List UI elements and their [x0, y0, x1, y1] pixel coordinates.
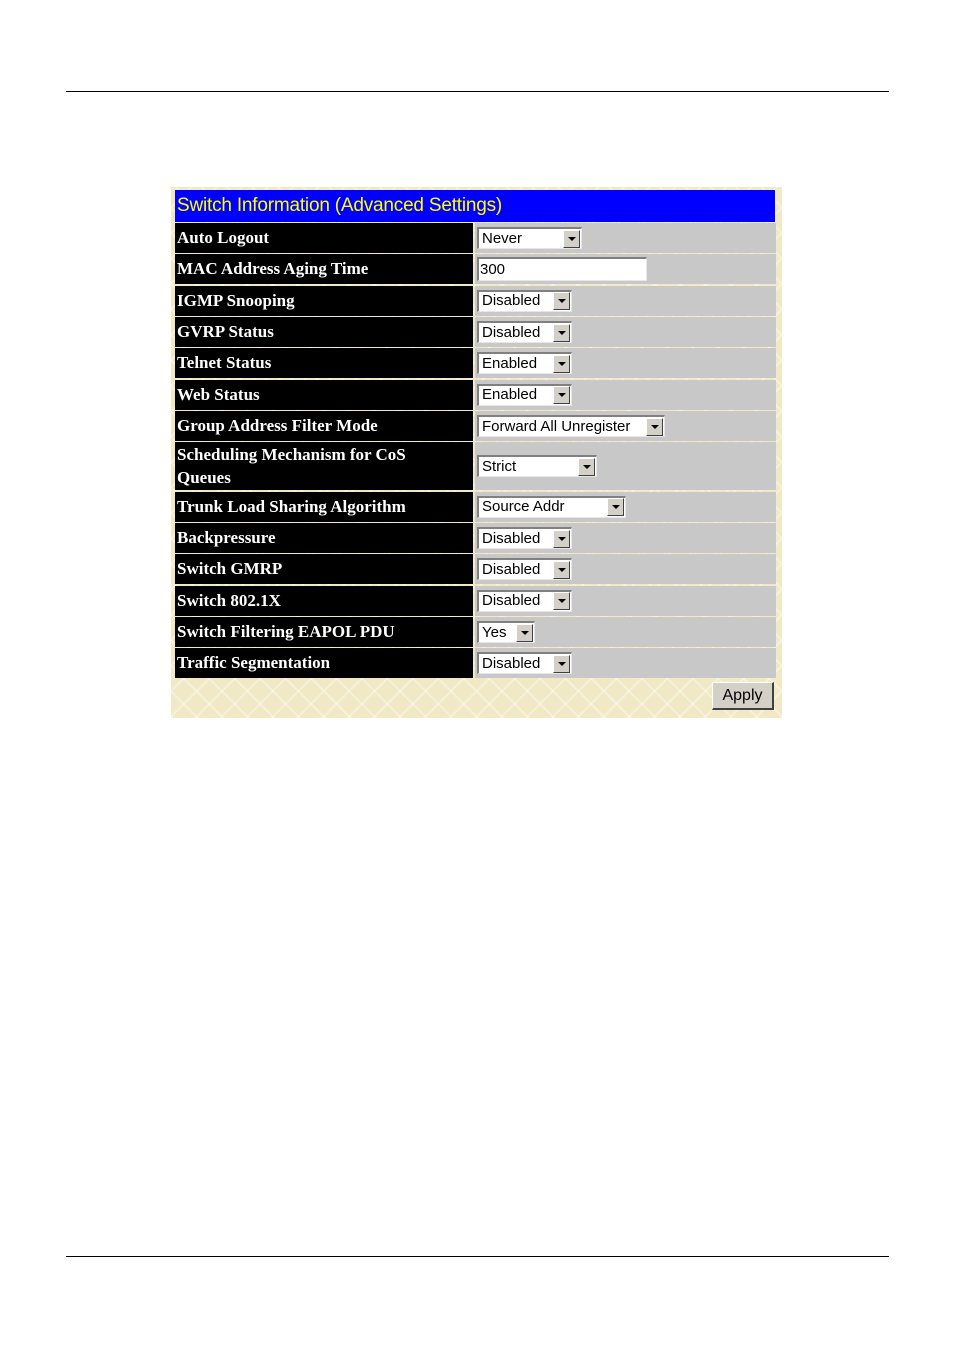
- traffic-segmentation-dropdown-button[interactable]: [553, 655, 570, 673]
- label-telnet-status: Telnet Status: [175, 348, 473, 378]
- igmp-snooping-selected: Disabled: [482, 292, 541, 310]
- chevron-down-icon: [568, 237, 576, 241]
- auto-logout-select[interactable]: [477, 227, 582, 249]
- label-mac-aging-time: MAC Address Aging Time: [175, 254, 473, 284]
- advanced-settings-panel: [171, 187, 782, 718]
- value-cell-backpressure: [475, 523, 776, 553]
- value-cell-telnet-status: [475, 348, 776, 378]
- chevron-down-icon: [558, 299, 566, 303]
- header-rule: [66, 91, 889, 92]
- chevron-down-icon: [558, 568, 566, 572]
- row-gvrp-status: [175, 317, 776, 347]
- value-cell-igmp-snooping: [475, 286, 776, 316]
- switch-8021x-dropdown-button[interactable]: [553, 592, 570, 610]
- chevron-down-icon: [558, 599, 566, 603]
- eapol-pdu-select[interactable]: [477, 621, 535, 643]
- telnet-status-selected: Enabled: [482, 354, 538, 372]
- gvrp-status-select[interactable]: [477, 321, 572, 343]
- chevron-down-icon: [651, 425, 659, 429]
- value-cell-gvrp-status: [475, 317, 776, 347]
- row-mac-aging-time: [175, 254, 776, 284]
- telnet-status-dropdown-button[interactable]: [553, 355, 570, 373]
- switch-gmrp-dropdown-button[interactable]: [553, 561, 570, 579]
- telnet-status-select[interactable]: [477, 352, 572, 374]
- trunk-load-sharing-dropdown-button[interactable]: [607, 498, 624, 516]
- label-scheduling-mechanism: Scheduling Mechanism for CoS Queues: [175, 442, 473, 490]
- traffic-segmentation-selected: Disabled: [482, 654, 541, 672]
- eapol-pdu-dropdown-button[interactable]: [516, 624, 533, 642]
- chevron-down-icon: [558, 331, 566, 335]
- value-cell-switch-8021x: [475, 586, 776, 616]
- footer-rule: [66, 1256, 889, 1257]
- scheduling-mechanism-selected: Strict: [482, 457, 517, 475]
- chevron-down-icon: [558, 662, 566, 666]
- auto-logout-dropdown-button[interactable]: [563, 230, 580, 248]
- switch-8021x-select[interactable]: [477, 590, 572, 612]
- label-eapol-pdu: Switch Filtering EAPOL PDU: [175, 617, 473, 647]
- label-trunk-load-sharing: Trunk Load Sharing Algorithm: [175, 492, 473, 522]
- row-auto-logout: [175, 223, 776, 253]
- igmp-snooping-dropdown-button[interactable]: [553, 292, 570, 310]
- value-cell-group-address-filter-mode: [475, 411, 776, 441]
- gvrp-status-selected: Disabled: [482, 323, 541, 341]
- gvrp-status-dropdown-button[interactable]: [553, 324, 570, 342]
- value-cell-eapol-pdu: [475, 617, 776, 647]
- value-cell-trunk-load-sharing: [475, 492, 776, 522]
- row-switch-8021x: [175, 586, 776, 616]
- label-switch-8021x: Switch 802.1X: [175, 586, 473, 616]
- row-switch-gmrp: [175, 554, 776, 584]
- row-traffic-segmentation: [175, 648, 776, 678]
- chevron-down-icon: [583, 465, 591, 469]
- row-web-status: [175, 380, 776, 410]
- label-traffic-segmentation: Traffic Segmentation: [175, 648, 473, 678]
- row-group-address-filter-mode: [175, 411, 776, 441]
- value-cell-auto-logout: [475, 223, 776, 253]
- web-status-dropdown-button[interactable]: [553, 386, 570, 404]
- row-scheduling-mechanism: [175, 442, 776, 490]
- apply-button[interactable]: Apply: [712, 682, 774, 710]
- switch-8021x-selected: Disabled: [482, 592, 541, 610]
- eapol-pdu-selected: Yes: [482, 623, 507, 641]
- panel-title: Switch Information (Advanced Settings): [175, 190, 775, 222]
- switch-gmrp-select[interactable]: [477, 558, 572, 580]
- mac-aging-time-input[interactable]: [477, 257, 647, 281]
- chevron-down-icon: [558, 393, 566, 397]
- row-eapol-pdu: [175, 617, 776, 647]
- row-trunk-load-sharing: [175, 492, 776, 522]
- group-address-filter-mode-select[interactable]: [477, 415, 665, 437]
- label-group-address-filter-mode: Group Address Filter Mode: [175, 411, 473, 441]
- traffic-segmentation-select[interactable]: [477, 652, 572, 674]
- settings-table: [175, 223, 776, 680]
- trunk-load-sharing-selected: Source Addr: [482, 498, 565, 516]
- label-auto-logout: Auto Logout: [175, 223, 473, 253]
- label-gvrp-status: GVRP Status: [175, 317, 473, 347]
- chevron-down-icon: [612, 505, 620, 509]
- chevron-down-icon: [558, 537, 566, 541]
- backpressure-select[interactable]: [477, 527, 572, 549]
- value-cell-switch-gmrp: [475, 554, 776, 584]
- backpressure-dropdown-button[interactable]: [553, 530, 570, 548]
- group-address-filter-mode-selected: Forward All Unregister: [482, 417, 631, 435]
- chevron-down-icon: [558, 362, 566, 366]
- backpressure-selected: Disabled: [482, 529, 541, 547]
- trunk-load-sharing-select[interactable]: [477, 496, 626, 518]
- switch-gmrp-selected: Disabled: [482, 560, 541, 578]
- web-status-select[interactable]: [477, 384, 572, 406]
- web-status-selected: Enabled: [482, 386, 538, 404]
- igmp-snooping-select[interactable]: [477, 290, 572, 312]
- row-igmp-snooping: [175, 286, 776, 316]
- value-cell-web-status: [475, 380, 776, 410]
- label-switch-gmrp: Switch GMRP: [175, 554, 473, 584]
- value-cell-traffic-segmentation: [475, 648, 776, 678]
- value-cell-mac-aging-time: [475, 254, 776, 284]
- chevron-down-icon: [521, 631, 529, 635]
- label-web-status: Web Status: [175, 380, 473, 410]
- row-backpressure: [175, 523, 776, 553]
- scheduling-mechanism-select[interactable]: [477, 455, 597, 477]
- value-cell-scheduling-mechanism: [475, 442, 776, 490]
- group-address-filter-mode-dropdown-button[interactable]: [646, 418, 663, 436]
- label-igmp-snooping: IGMP Snooping: [175, 286, 473, 316]
- row-telnet-status: [175, 348, 776, 378]
- label-backpressure: Backpressure: [175, 523, 473, 553]
- scheduling-mechanism-dropdown-button[interactable]: [578, 458, 595, 476]
- auto-logout-selected: Never: [482, 229, 523, 247]
